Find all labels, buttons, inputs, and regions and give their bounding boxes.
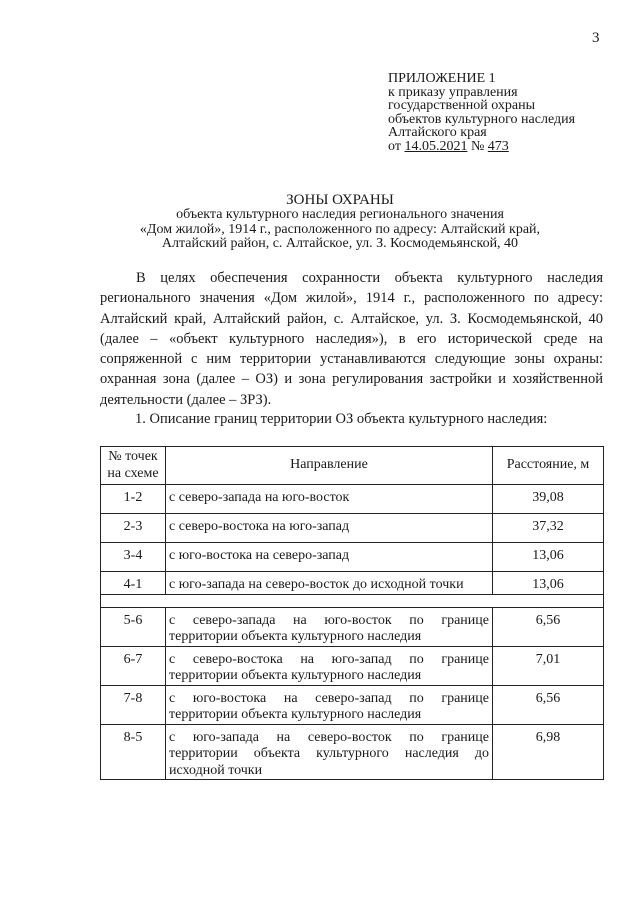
table-row	[101, 485, 604, 514]
table-header-row	[101, 447, 604, 485]
table-row	[101, 646, 604, 685]
cell-num: 6-7	[101, 646, 166, 685]
cell-direction: с северо-запада на юго-восток	[166, 485, 493, 514]
header-direction: Направление	[166, 447, 493, 485]
subtitle-line: Алтайский район, с. Алтайское, ул. З. Космодемьянской, 40	[161, 236, 519, 251]
cell-num: 8-5	[101, 724, 166, 780]
header-num: № точек на схеме	[101, 447, 166, 485]
cell-distance: 6,56	[493, 607, 604, 646]
cell-num: 4-1	[101, 572, 166, 595]
appendix-line: ПРИЛОЖЕНИЕ 1	[388, 71, 496, 86]
cell-num: 3-4	[101, 543, 166, 572]
cell-distance: 13,06	[493, 572, 604, 595]
subtitle-line: объекта культурного наследия регионального значения	[176, 207, 504, 222]
order-number: 473	[487, 138, 509, 154]
cell-num: 7-8	[101, 685, 166, 724]
order-date: 14.05.2021	[404, 138, 468, 154]
table-row	[101, 514, 604, 543]
cell-distance: 6,56	[493, 685, 604, 724]
table-spacer-row	[101, 594, 604, 607]
number-prefix: №	[470, 138, 485, 154]
cell-direction: с северо-востока на юго-запад по границе территории объекта культурного наследия	[166, 646, 493, 685]
cell-distance: 37,32	[493, 514, 604, 543]
intro-paragraph: В целях обеспечения сохранности объекта культурного наследия регионального значения «Дом жилой», 1914 г., расположенного по адресу: Алтайский край, Алтайский район, с. Алтайское, ул. З. Космодемьянской, 40 (далее – «объект культурного наследия»), в его исторической среде на сопряженной с ним территории устанавливаются следующие зоны охраны: охранная зона (далее – ОЗ) и зона регулирования застройки и хозяйственной деятельности (далее – ЗРЗ).	[100, 270, 603, 408]
cell-num: 2-3	[101, 514, 166, 543]
appendix-line: Алтайского края	[388, 125, 487, 140]
table-row	[101, 685, 604, 724]
appendix-date-line	[388, 140, 575, 154]
header-distance: Расстояние, м	[493, 447, 604, 485]
cell-distance: 6,98	[493, 724, 604, 780]
title-block	[90, 193, 590, 252]
cell-direction: с юго-востока на северо-запад	[166, 543, 493, 572]
cell-distance: 7,01	[493, 646, 604, 685]
cell-num: 1-2	[101, 485, 166, 514]
cell-direction: с северо-востока на юго-запад	[166, 514, 493, 543]
cell-num: 5-6	[101, 607, 166, 646]
spacer-cell	[101, 594, 604, 607]
subtitle-line: «Дом жилой», 1914 г., расположенного по адресу: Алтайский край,	[139, 221, 541, 237]
table-row	[101, 724, 604, 780]
date-prefix: от	[388, 138, 401, 154]
section-heading: 1. Описание границ территории ОЗ объекта культурного наследия:	[135, 411, 548, 427]
page-number: 3	[592, 30, 600, 46]
cell-distance: 13,06	[493, 543, 604, 572]
appendix-line: государственной охраны	[388, 98, 536, 113]
cell-direction: с юго-запада на северо-восток до исходной точки	[166, 572, 493, 595]
table-row	[101, 607, 604, 646]
cell-distance: 39,08	[493, 485, 604, 514]
boundary-table	[100, 446, 604, 780]
document-title: ЗОНЫ ОХРАНЫ	[286, 192, 394, 208]
appendix-block	[388, 72, 575, 153]
cell-direction: с юго-запада на северо-восток по границе территории объекта культурного наследия до исходной точки	[166, 724, 493, 780]
table-row	[101, 572, 604, 595]
appendix-line: объектов культурного наследия	[388, 111, 576, 127]
cell-direction: с северо-запада на юго-восток по границе территории объекта культурного наследия	[166, 607, 493, 646]
appendix-line: к приказу управления	[388, 84, 518, 100]
table-row	[101, 543, 604, 572]
cell-direction: с юго-востока на северо-запад по границе территории объекта культурного наследия	[166, 685, 493, 724]
